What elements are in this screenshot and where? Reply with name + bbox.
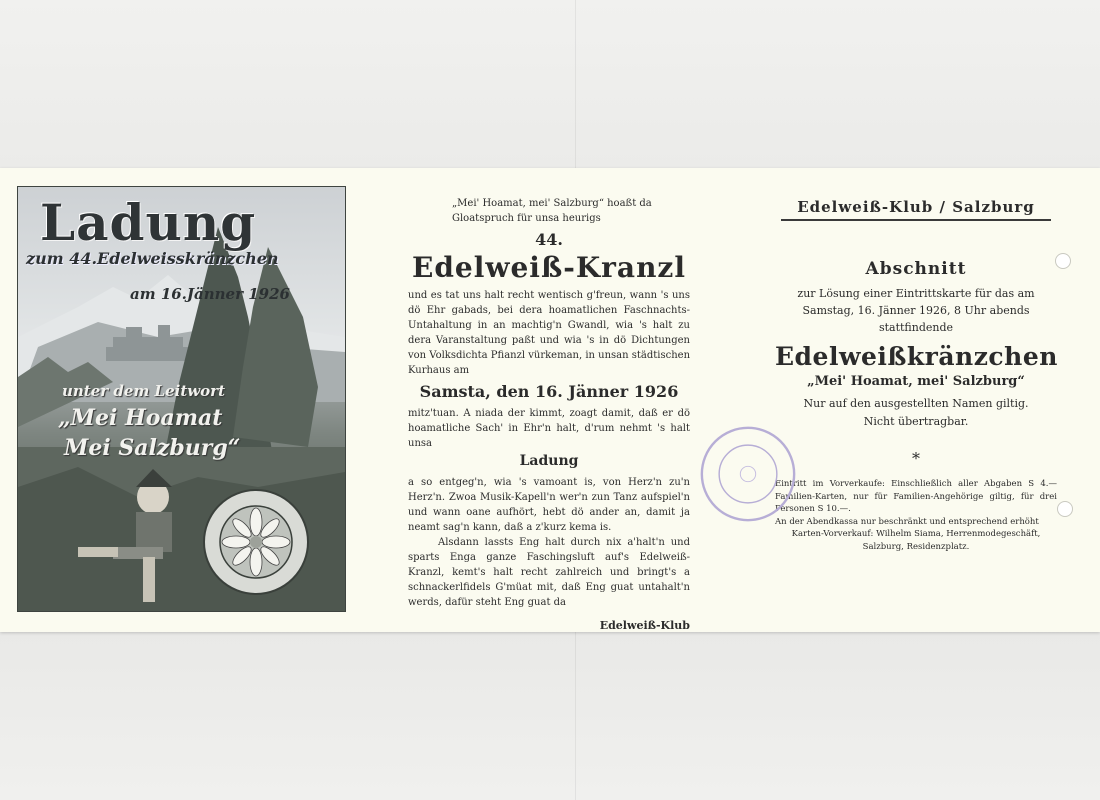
- ticket-fine-3: Karten-Vorverkauf: Wilhelm Siama, Herrenmodegeschäft, Salzburg, Residenzplatz.: [791, 529, 1041, 552]
- ticket-heading: Abschnitt: [865, 259, 967, 279]
- ticket-fine-print: [775, 478, 1057, 553]
- invitation-signature: Edelweiß-Klub: [599, 619, 690, 632]
- ticket-info-line2: Samstag, 16. Jänner 1926, 8 Uhr abends: [802, 304, 1030, 317]
- invitation-paragraph-1: und es tat uns halt recht wentisch g'freun, wann 's uns dö Ehr gabads, bei dera hoamatlichen Faschnachts-Untahaltung in an machtig'n Gwandl, wia 's halt zu dera Varanstaltung paßt und wia 's in dö Dichtungen von Volksdichta Pfianzl vürkeman, in unsan städtischen Kurhaus am: [408, 290, 691, 376]
- ticket-validity-line2: Nicht übertragbar.: [863, 415, 969, 428]
- cover-motto-line1: „Mei Hoamat: [58, 405, 223, 431]
- invitation-text: [408, 196, 690, 633]
- ticket-star: *: [912, 449, 920, 468]
- invitation-intro: „Mei' Hoamat, mei' Salzburg“ hoaßt da Gloatspruch für unsa heurigs: [452, 198, 652, 224]
- ticket-validity: [775, 395, 1057, 431]
- ticket-info-line1: zur Lösung einer Eintrittskarte für das am: [797, 287, 1035, 300]
- cover-illustration: [17, 186, 346, 612]
- invitation-paragraph-3: a so entgeg'n, wia 's vamoant is, von Herz'n zu'n Herz'n. Zwoa Musik-Kapell'n wer'n zun Tanz aufspiel'n und wann oane aufhört, hebt dö ander an, damit ja neamt sag'n kann, daß a z'kurz kema is.: [408, 477, 690, 533]
- invitation-paragraph-4: Alsdann lassts Eng halt durch nix a'halt'n und sparts Enga ganze Faschingsluft auf's Edelweiß-Kranzl, kemt's halt recht zahlreich und bringt's a schnackerlfidels G'müat mit, daß Eng guat untahalt'n werds, dafür steht Eng guat da: [408, 537, 690, 608]
- ticket-fine-1: Eintritt im Vorverkaufe: Einschließlich aller Abgaben S 4.— Familien-Karten, nur für Familien-Angehörige giltig, für drei Personen S 10.—.: [775, 479, 1057, 514]
- ticket-event: Edelweißkränzchen: [775, 342, 1058, 371]
- ticket-info: [775, 285, 1057, 336]
- cover-title: Ladung: [40, 193, 257, 252]
- invitation-number: 44.: [535, 230, 563, 249]
- cover-subtitle: zum 44.Edelweisskränzchen: [26, 249, 279, 268]
- ticket-info-line3: stattfindende: [878, 321, 954, 334]
- punch-hole-top: [1055, 253, 1071, 269]
- ticket-validity-line1: Nur auf den ausgestellten Namen giltig.: [803, 397, 1029, 410]
- ticket-stub: [775, 198, 1057, 553]
- club-emblem: [204, 490, 308, 594]
- cover-motto-line2: Mei Salzburg“: [64, 435, 241, 461]
- background-bottom: [0, 632, 1100, 800]
- cover-date: am 16.Jänner 1926: [130, 285, 290, 303]
- background-top: [0, 0, 1100, 168]
- invitation-heading: Edelweiß-Kranzl: [412, 251, 686, 284]
- ticket-club-rule: [781, 219, 1051, 221]
- club-stamp: [698, 424, 798, 524]
- invitation-ladung: Ladung: [519, 453, 579, 469]
- ticket-fine-2: An der Abendkassa nur beschränkt und entsprechend erhöht: [775, 516, 1039, 527]
- invitation-sheet: [0, 168, 1100, 632]
- cover-motto-lead: unter dem Leitwort: [62, 382, 226, 400]
- invitation-paragraph-2: mitz'tuan. A niada der kimmt, zoagt damit, daß er dö hoamatliche Sach' in Ehr'n halt, d'rum nehmt 's halt unsa: [408, 408, 690, 449]
- invitation-date: Samsta, den 16. Jänner 1926: [419, 382, 679, 401]
- ticket-club: Edelweiß-Klub / Salzburg: [797, 198, 1035, 216]
- punch-hole-bottom: [1057, 501, 1073, 517]
- ticket-motto: „Mei' Hoamat, mei' Salzburg“: [807, 374, 1025, 389]
